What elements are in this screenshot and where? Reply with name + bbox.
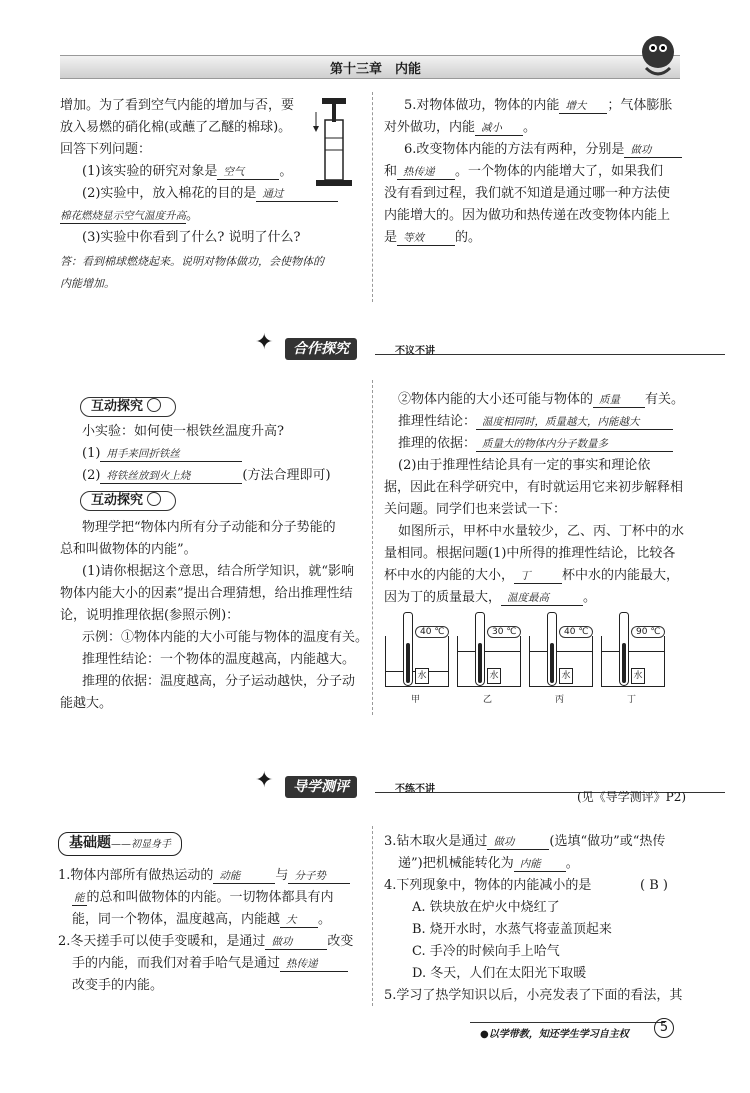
column-divider [372, 380, 373, 715]
explore-1-intro: 小实验：如何使一根铁丝温度升高? [82, 424, 284, 439]
water-level [602, 651, 664, 652]
water-label: 水 [415, 668, 429, 684]
chapter-title: 第十三章 内能 [330, 62, 422, 77]
section-tag-explore-2: 互动探究 [80, 491, 176, 511]
answer-3-line-2: 内能增加。 [60, 277, 115, 290]
explore-2-p4: 物体内能大小的因素”提出合理猜想，给出推理性结 [60, 586, 353, 601]
intro-line-2: 放入易燃的硝化棉(或蘸了乙醚的棉球)。 [60, 120, 292, 135]
column-divider [372, 92, 373, 302]
basic-q5: 5.学习了热学知识以后，小亮发表了下面的看法，其 [384, 988, 683, 1003]
flame-icon: ✦ [255, 768, 274, 793]
footer-slogan: ●以学带教，知还学生学习自主权 [480, 1029, 629, 1040]
question-2-cont: 棉花燃烧显示空气温度升高。 [60, 208, 200, 223]
part-2-line-4: 如图所示，甲杯中水量较少，乙、丙、丁杯中的水 [398, 524, 685, 539]
thermometer-icon [619, 612, 629, 686]
explore-2-p1: 物理学把“物体内所有分子动能和分子势能的 [82, 520, 336, 535]
part-2-line-7: 因为丁的质量最大， 温度最高 。 [384, 590, 597, 605]
section-tag-explore-1: 互动探究 [80, 397, 176, 417]
temperature-label: 30 ℃ [487, 626, 521, 638]
basic-q3: 3.钻木取火是通过 做功 (选填“做功”或“热传 [384, 834, 666, 849]
question-6-line-5: 是 等效 的。 [384, 230, 482, 245]
explore-2-p8: 推理的依据：温度越高，分子运动越快，分子动 [82, 674, 356, 689]
basic-q4: 4.下列现象中，物体的内能减小的是 [384, 878, 592, 893]
mascot-icon [632, 30, 684, 82]
question-2: (2)实验中，放入棉花的目的是 通过 [82, 183, 338, 205]
section-banner-cooperation: ✦ 合作探究 不议不讲 [255, 338, 735, 360]
water-label: 水 [631, 668, 645, 684]
pump-apparatus-icon [312, 98, 356, 188]
explore-2-p9: 能越大。 [60, 696, 113, 711]
question-6-line-4: 内能增大的。因为做功和热传递在改变物体内能上 [384, 208, 671, 223]
part-2-line-5: 量相同。根据问题(1)中所得的推理性结论，比较各 [384, 546, 676, 561]
thermometer-icon [475, 612, 485, 686]
circle-icon [147, 398, 161, 412]
explore-2-p3: (1)请你根据这个意思，结合所学知识，就“影响 [82, 564, 355, 579]
question-5: 5.对物体做功，物体的内能 增大 ；气体膨胀 [404, 98, 673, 113]
water-label: 水 [487, 668, 501, 684]
water-label: 水 [559, 668, 573, 684]
question-3: (3)实验中你看到了什么? 说明了什么? [82, 230, 301, 245]
answer-3-line-1: 答：看到棉球燃烧起来。说明对物体做功，会使物体的 [60, 255, 324, 268]
explore-2-p5: 论，说明推理依据(参照示例)： [60, 608, 240, 623]
basic-q1: 1.物体内部所有做热运动的 动能 与 分子势 [58, 865, 350, 887]
flame-icon: ✦ [255, 330, 274, 355]
cup-label: 丙 [555, 695, 565, 705]
explore-1-item-2: (2) 将铁丝放到火上烧 (方法合理即可) [82, 468, 331, 483]
part-2-line-6: 杯中水的内能的大小， 丁 杯中水的内能最大， [384, 568, 680, 583]
section-tag-basics: 基础题——初显身手 [58, 832, 182, 856]
thermometer-icon [547, 612, 557, 686]
intro-line-1: 增加。为了看到空气内能的增加与否，要 [60, 98, 295, 113]
basic-q3-line-2: 递”)把机械能转化为 内能 。 [398, 856, 579, 871]
guess-2-conclusion: 推理性结论： 温度相同时，质量越大，内能越大 [398, 411, 673, 433]
cup-label: 甲 [411, 695, 421, 705]
explore-1-item-1: (1) 用手来回折铁丝 [82, 443, 242, 465]
part-2-line-2: 据，因此在科学研究中，有时就运用它来初步解释相 [384, 480, 684, 495]
basic-q2-line-3: 改变手的内能。 [72, 978, 164, 993]
water-level [458, 651, 520, 652]
basic-q4-option-a[interactable]: A. 铁块放在炉火中烧红了 [412, 900, 560, 915]
part-2-line-3: 关问题。同学们也来尝试一下： [384, 502, 567, 517]
page-number: 5 [654, 1018, 674, 1038]
water-level [530, 651, 592, 652]
temperature-label: 40 ℃ [559, 626, 593, 638]
part-2-line-1: (2)由于推理性结论具有一定的事实和理论依 [398, 458, 651, 473]
basic-q2: 2.冬天搓手可以使手变暖和，是通过 做功 改变 [58, 934, 354, 949]
question-6: 6.改变物体内能的方法有两种，分别是 做功 [404, 139, 682, 161]
column-divider [372, 826, 373, 1006]
question-1: (1)该实验的研究对象是 空气 。 [82, 164, 293, 179]
assessment-reference: (见《导学测评》P2) [577, 790, 687, 804]
temperature-label: 40 ℃ [415, 626, 449, 638]
basic-q2-line-2: 手的内能，而我们对着手哈气是通过 热传递 [72, 953, 348, 975]
cups-diagram [385, 612, 675, 712]
basic-q4-option-c[interactable]: C. 手冷的时候向手上哈气 [412, 944, 560, 959]
question-5-cont: 对外做功，内能 减小 。 [384, 120, 537, 135]
guess-2: ②物体内能的大小还可能与物体的 质量 有关。 [398, 392, 685, 407]
basic-q4-option-d[interactable]: D. 冬天，人们在太阳光下取暖 [412, 966, 587, 981]
cup-label: 乙 [483, 695, 493, 705]
cup-label: 丁 [627, 695, 637, 705]
basic-q4-answer: ( B ) [640, 878, 668, 893]
basic-q1-line-3: 能，同一个物体，温度越高，内能越 大 。 [72, 912, 332, 927]
explore-2-p6: 示例：①物体内能的大小可能与物体的温度有关。 [82, 630, 369, 645]
circle-icon [147, 492, 161, 506]
question-6-line-2: 和 热传递 。一个物体的内能增大了，如果我们 [384, 164, 664, 179]
section-banner-assessment: ✦ 导学测评 不练不讲 [255, 776, 735, 798]
basic-q4-option-b[interactable]: B. 烧开水时，水蒸气将壶盖顶起来 [412, 922, 612, 937]
explore-2-p7: 推理性结论：一个物体的温度越高，内能越大。 [82, 652, 356, 667]
question-6-line-3: 没有看到过程，我们就不知道是通过哪一种方法使 [384, 186, 671, 201]
intro-line-3: 回答下列问题： [60, 142, 152, 157]
footer-rule [470, 1022, 665, 1023]
thermometer-icon [403, 612, 413, 686]
basic-q1-line-2: 能 的总和叫做物体的内能。一切物体都具有内 [74, 890, 334, 905]
explore-2-p2: 总和叫做物体的内能”。 [60, 542, 197, 557]
temperature-label: 90 ℃ [631, 626, 665, 638]
guess-2-basis: 推理的依据： 质量大的物体内分子数量多 [398, 433, 673, 455]
